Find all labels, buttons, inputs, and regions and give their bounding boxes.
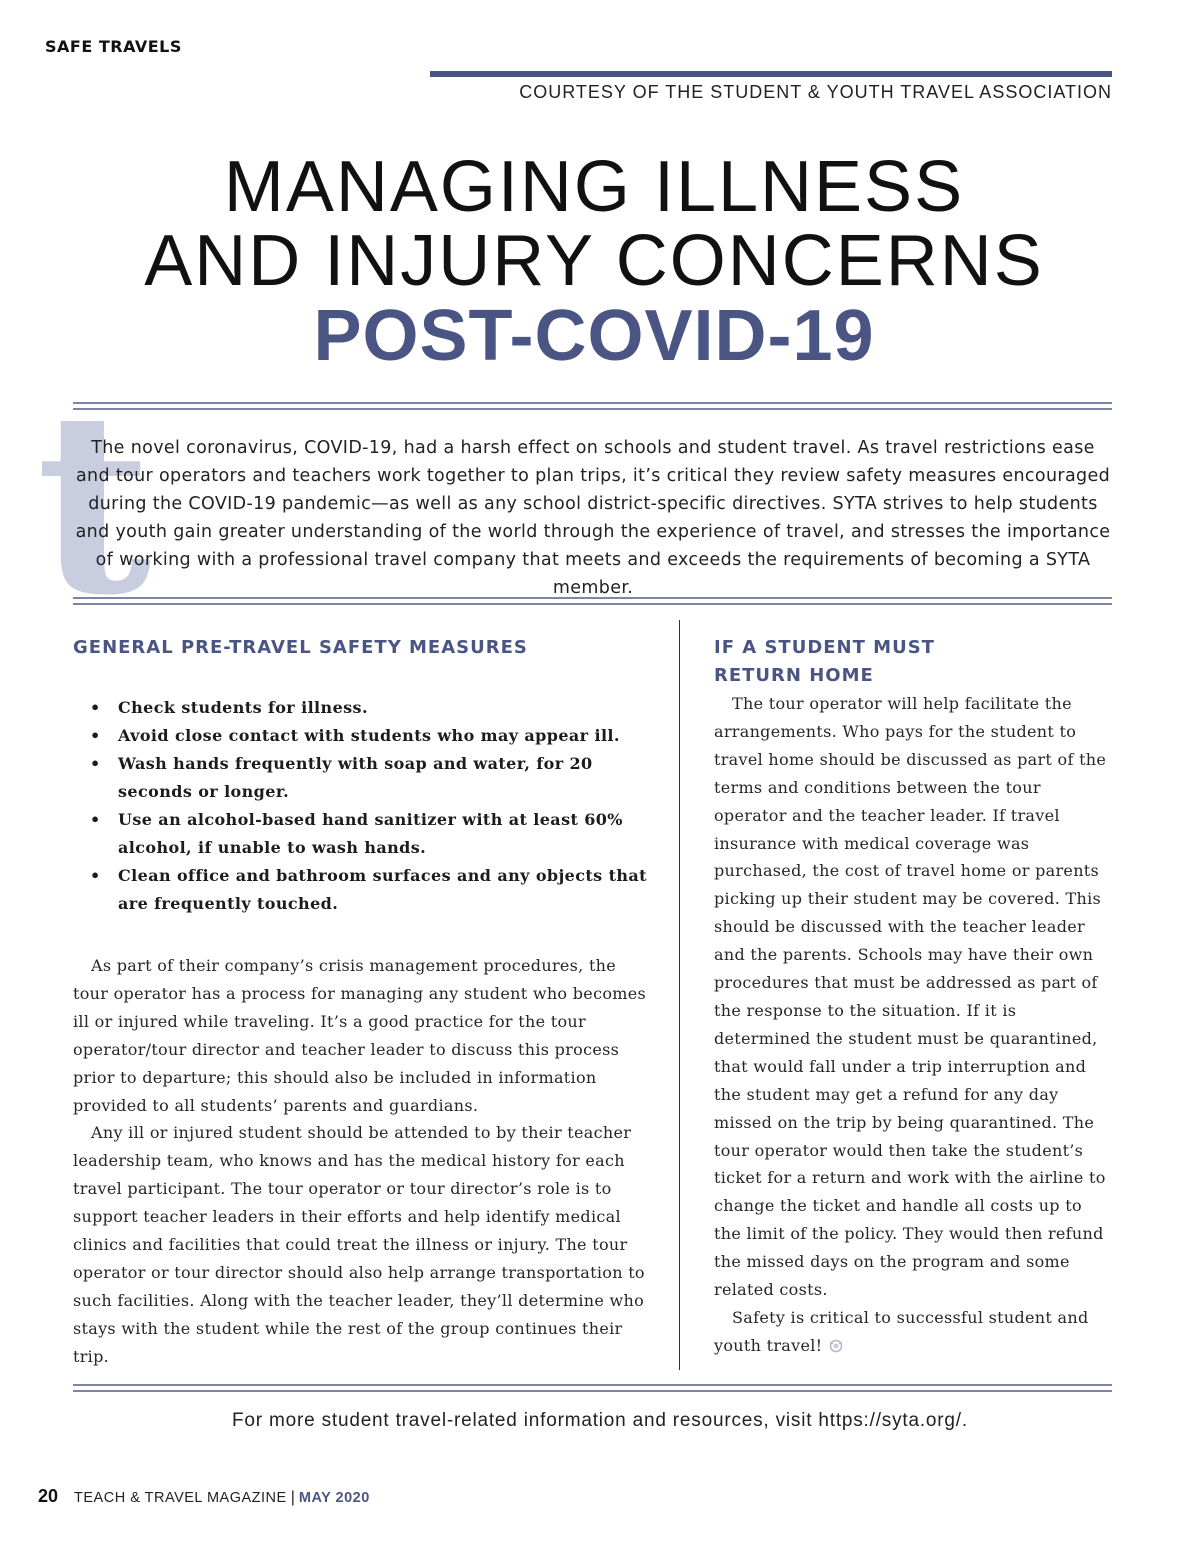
column-divider — [679, 620, 680, 1370]
left-column — [73, 634, 653, 1371]
section-label: SAFE TRAVELS — [45, 37, 182, 56]
divider-bottom — [73, 1384, 1112, 1392]
right-column-heading: IF A STUDENT MUST RETURN HOME — [714, 637, 935, 686]
bullet-icon: • — [90, 810, 101, 829]
list-item-text: Use an alcohol-based hand sanitizer with at least 60% alcohol, if unable to wash hands. — [118, 810, 623, 857]
dropcap-letter: t — [36, 356, 152, 650]
article-title — [0, 147, 1188, 376]
page-folio — [38, 1486, 370, 1507]
intro-paragraph: The novel coronavirus, COVID-19, had a harsh effect on schools and student travel. As travel restrictions ease and tour operators and teachers work together to plan trips, it’s critical they review safety measures encouraged during the COVID-19 pandemic—as well as any school district-specific directives. SYTA strives to help students and youth gain greater understanding of the world through the experience of travel, and stresses the importance of working with a professional travel company that meets and exceeds the requirements of becoming a SYTA member. — [75, 438, 1111, 598]
list-item-text: Check students for illness. — [118, 698, 368, 717]
list-item-text: Wash hands frequently with soap and water, for 20 seconds or longer. — [118, 754, 593, 801]
bullet-icon: • — [90, 726, 101, 745]
magazine-name: TEACH & TRAVEL MAGAZINE — [74, 1490, 287, 1506]
title-line-2: AND INJURY CONCERNS — [144, 221, 1044, 301]
bullet-icon: • — [90, 754, 101, 773]
body-paragraph: The tour operator will help facilitate the arrangements. Who pays for the student to travel home should be discussed as part of the terms and conditions between the tour operator and the teacher leader. If travel insurance with medical coverage was purchased, the cost of travel home or parents picking up their student may be covered. This should be discussed with the teacher leader and the parents. Schools may have their own procedures that must be addressed as part of the response to the situation. If it is determined the student must be quarantined, that would fall under a trip interruption and the student may get a refund for any day missed on the trip by being quarantined. The tour operator would then take the student’s ticket for a return and work with the airline to change the ticket and handle all costs up to the limit of the policy. They would then refund the missed days on the program and some related costs. — [714, 694, 1107, 1300]
safety-measures-list — [73, 694, 653, 918]
courtesy-line: COURTESY OF THE STUDENT & YOUTH TRAVEL ASSOCIATION — [519, 82, 1112, 102]
list-item-text: Clean office and bathroom surfaces and any objects that are frequently touched. — [118, 866, 647, 913]
list-item — [73, 862, 653, 918]
body-paragraph: As part of their company’s crisis management procedures, the tour operator has a process for managing any student who becomes ill or injured while traveling. It’s a good practice for the tour operator/tour director and teacher leader to discuss this process prior to departure; this should also be included in information provided to all students’ parents and guardians. — [73, 956, 647, 1115]
left-column-heading: GENERAL PRE-TRAVEL SAFETY MEASURES — [73, 637, 528, 658]
bullet-icon: • — [90, 866, 101, 885]
list-item-text: Avoid close contact with students who may appear ill. — [118, 726, 620, 745]
title-line-1: MANAGING ILLNESS — [223, 147, 965, 227]
swirl-end-icon — [828, 1339, 844, 1353]
list-item — [73, 722, 653, 750]
list-item — [73, 694, 653, 722]
body-paragraph: Any ill or injured student should be attended to by their teacher leadership team, who knows and has the medical history for each travel participant. The tour operator or tour director’s role is to support teacher leaders in their efforts and help identify medical clinics and facilities that could treat the illness or injury. The tour operator or tour director should also help arrange transportation to such facilities. Along with the teacher leader, they’ll determine who stays with the student while the rest of the group continues their trip. — [73, 1123, 645, 1366]
closing-paragraph — [714, 1304, 1114, 1360]
divider-top — [73, 402, 1112, 410]
divider-middle — [73, 597, 1112, 605]
closing-text: Safety is critical to successful student and youth travel! — [714, 1307, 1089, 1355]
list-item — [73, 806, 653, 862]
footer-note: For more student travel-related information and resources, visit https://syta.org/. — [232, 1410, 968, 1431]
title-line-3: POST-COVID-19 — [313, 296, 875, 376]
page-number: 20 — [38, 1486, 59, 1506]
courtesy-rule — [430, 71, 1112, 77]
folio-separator: | — [290, 1489, 295, 1506]
list-item — [73, 750, 653, 806]
issue-date: MAY 2020 — [298, 1490, 370, 1506]
right-column — [714, 634, 1114, 1360]
bullet-icon: • — [90, 698, 101, 717]
